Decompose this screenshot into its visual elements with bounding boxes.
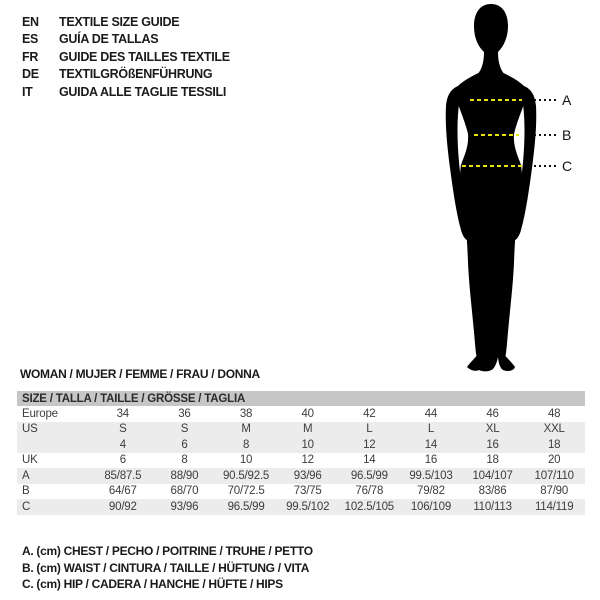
hip-measure-line xyxy=(462,165,525,167)
table-cell: 85/87.5 xyxy=(104,469,142,482)
table-cell: 83/86 xyxy=(478,485,507,498)
table-cell: 46 xyxy=(486,407,499,420)
table-cell: 93/96 xyxy=(293,469,322,482)
table-cell: 14 xyxy=(363,454,376,467)
table-cell: 102.5/105 xyxy=(344,500,394,513)
row-label: A xyxy=(22,469,30,482)
table-cell: 10 xyxy=(239,454,253,467)
row-label: B xyxy=(22,485,30,498)
table-row xyxy=(17,499,585,515)
table-cell: 14 xyxy=(424,438,438,451)
language-row-de xyxy=(22,66,230,84)
size-table xyxy=(17,391,585,515)
table-cell: 16 xyxy=(424,454,438,467)
language-title: TEXTILGRÖßENFÜHRUNG xyxy=(59,67,213,82)
table-cell: S xyxy=(119,423,127,436)
table-cell: 6 xyxy=(119,454,126,467)
table-cell: 10 xyxy=(301,438,314,451)
language-row-fr xyxy=(22,48,230,66)
language-code: IT xyxy=(22,84,33,99)
table-cell: 68/70 xyxy=(170,485,199,498)
woman-silhouette xyxy=(427,0,557,376)
language-row-en xyxy=(22,13,230,31)
chest-leader-line xyxy=(534,99,558,101)
table-cell: 8 xyxy=(181,454,188,467)
language-code: FR xyxy=(22,49,39,64)
hip-leader-line xyxy=(534,165,558,167)
table-cell: 76/78 xyxy=(355,485,384,498)
marker-c-label: C xyxy=(562,158,573,174)
table-cell: 18 xyxy=(486,454,499,467)
size-table-body xyxy=(17,406,585,515)
marker-a-label: A xyxy=(562,92,572,108)
table-cell: 99.5/102 xyxy=(286,500,330,513)
body-shape xyxy=(454,4,529,371)
table-cell: 20 xyxy=(547,454,561,467)
table-cell: 12 xyxy=(301,454,314,467)
table-cell: 12 xyxy=(363,438,376,451)
table-cell: 42 xyxy=(363,407,376,420)
row-label: Europe xyxy=(22,407,58,420)
table-cell: 73/75 xyxy=(293,485,322,498)
table-cell: 48 xyxy=(547,407,561,420)
language-title-list xyxy=(22,13,230,101)
table-cell: M xyxy=(302,423,313,436)
table-row xyxy=(17,437,585,453)
row-label: US xyxy=(22,423,38,436)
marker-b-label: B xyxy=(562,127,572,143)
table-cell: XL xyxy=(485,423,500,436)
waist-measure-line xyxy=(474,134,519,136)
language-title: GUIDE DES TAILLES TEXTILE xyxy=(59,49,230,64)
table-cell: 36 xyxy=(178,407,191,420)
language-title: GUÍA DE TALLAS xyxy=(59,32,159,47)
table-row xyxy=(17,453,585,469)
language-code: ES xyxy=(22,32,39,47)
row-label: UK xyxy=(22,454,38,467)
row-label: C xyxy=(22,500,31,513)
chest-measure-line xyxy=(470,99,522,101)
table-cell: 90.5/92.5 xyxy=(222,469,270,482)
table-cell: L xyxy=(427,423,435,436)
table-cell: 4 xyxy=(119,438,126,451)
language-code: DE xyxy=(22,67,39,82)
table-cell: 99.5/103 xyxy=(409,469,453,482)
table-row xyxy=(17,468,585,484)
legend-line-b: B. (cm) WAIST / CINTURA / TAILLE / HÜFTUNG / VITA xyxy=(22,560,310,575)
table-title: WOMAN / MUJER / FEMME / FRAU / DONNA xyxy=(20,367,260,381)
table-cell: 96.5/99 xyxy=(227,500,265,513)
table-cell: 34 xyxy=(116,407,130,420)
table-cell: 87/90 xyxy=(540,485,569,498)
waist-leader-line xyxy=(534,134,558,136)
language-title: TEXTILE SIZE GUIDE xyxy=(59,14,180,29)
table-cell: 104/107 xyxy=(472,469,513,482)
table-cell: 8 xyxy=(242,438,250,451)
table-cell: 18 xyxy=(547,438,561,451)
table-cell: 90/92 xyxy=(108,500,137,513)
table-cell: L xyxy=(366,423,373,436)
table-row xyxy=(17,422,585,438)
table-cell: 114/119 xyxy=(534,500,574,513)
table-cell: 106/109 xyxy=(410,500,452,513)
table-cell: 79/82 xyxy=(417,485,445,498)
legend-line-c: C. (cm) HIP / CADERA / HANCHE / HÜFTE / HIPS xyxy=(22,577,283,591)
table-cell: M xyxy=(241,423,251,436)
table-row xyxy=(17,484,585,500)
legend-line-a: A. (cm) CHEST / PECHO / POITRINE / TRUHE / PETTO xyxy=(22,544,313,558)
table-cell: 96.5/99 xyxy=(350,469,388,482)
table-cell: 16 xyxy=(486,438,499,451)
table-cell: S xyxy=(180,423,189,436)
size-table-header: SIZE / TALLA / TAILLE / GRÖSSE / TAGLIA xyxy=(17,391,585,406)
table-cell: 38 xyxy=(239,407,253,420)
table-cell: 40 xyxy=(301,407,314,420)
table-cell: XXL xyxy=(543,423,565,436)
table-cell: 93/96 xyxy=(170,500,199,513)
table-cell: 107/110 xyxy=(534,469,574,482)
table-cell: 6 xyxy=(181,438,188,451)
table-cell: 70/72.5 xyxy=(227,485,265,498)
table-cell: 44 xyxy=(424,407,438,420)
language-code: EN xyxy=(22,14,39,29)
table-cell: 88/90 xyxy=(170,469,199,482)
language-row-es xyxy=(22,31,230,49)
language-title: GUIDA ALLE TAGLIE TESSILI xyxy=(59,84,227,99)
measurement-legend xyxy=(22,543,313,593)
language-row-it xyxy=(22,83,230,101)
table-row xyxy=(17,406,585,422)
table-cell: 64/67 xyxy=(108,485,137,498)
table-cell: 110/113 xyxy=(473,500,512,513)
